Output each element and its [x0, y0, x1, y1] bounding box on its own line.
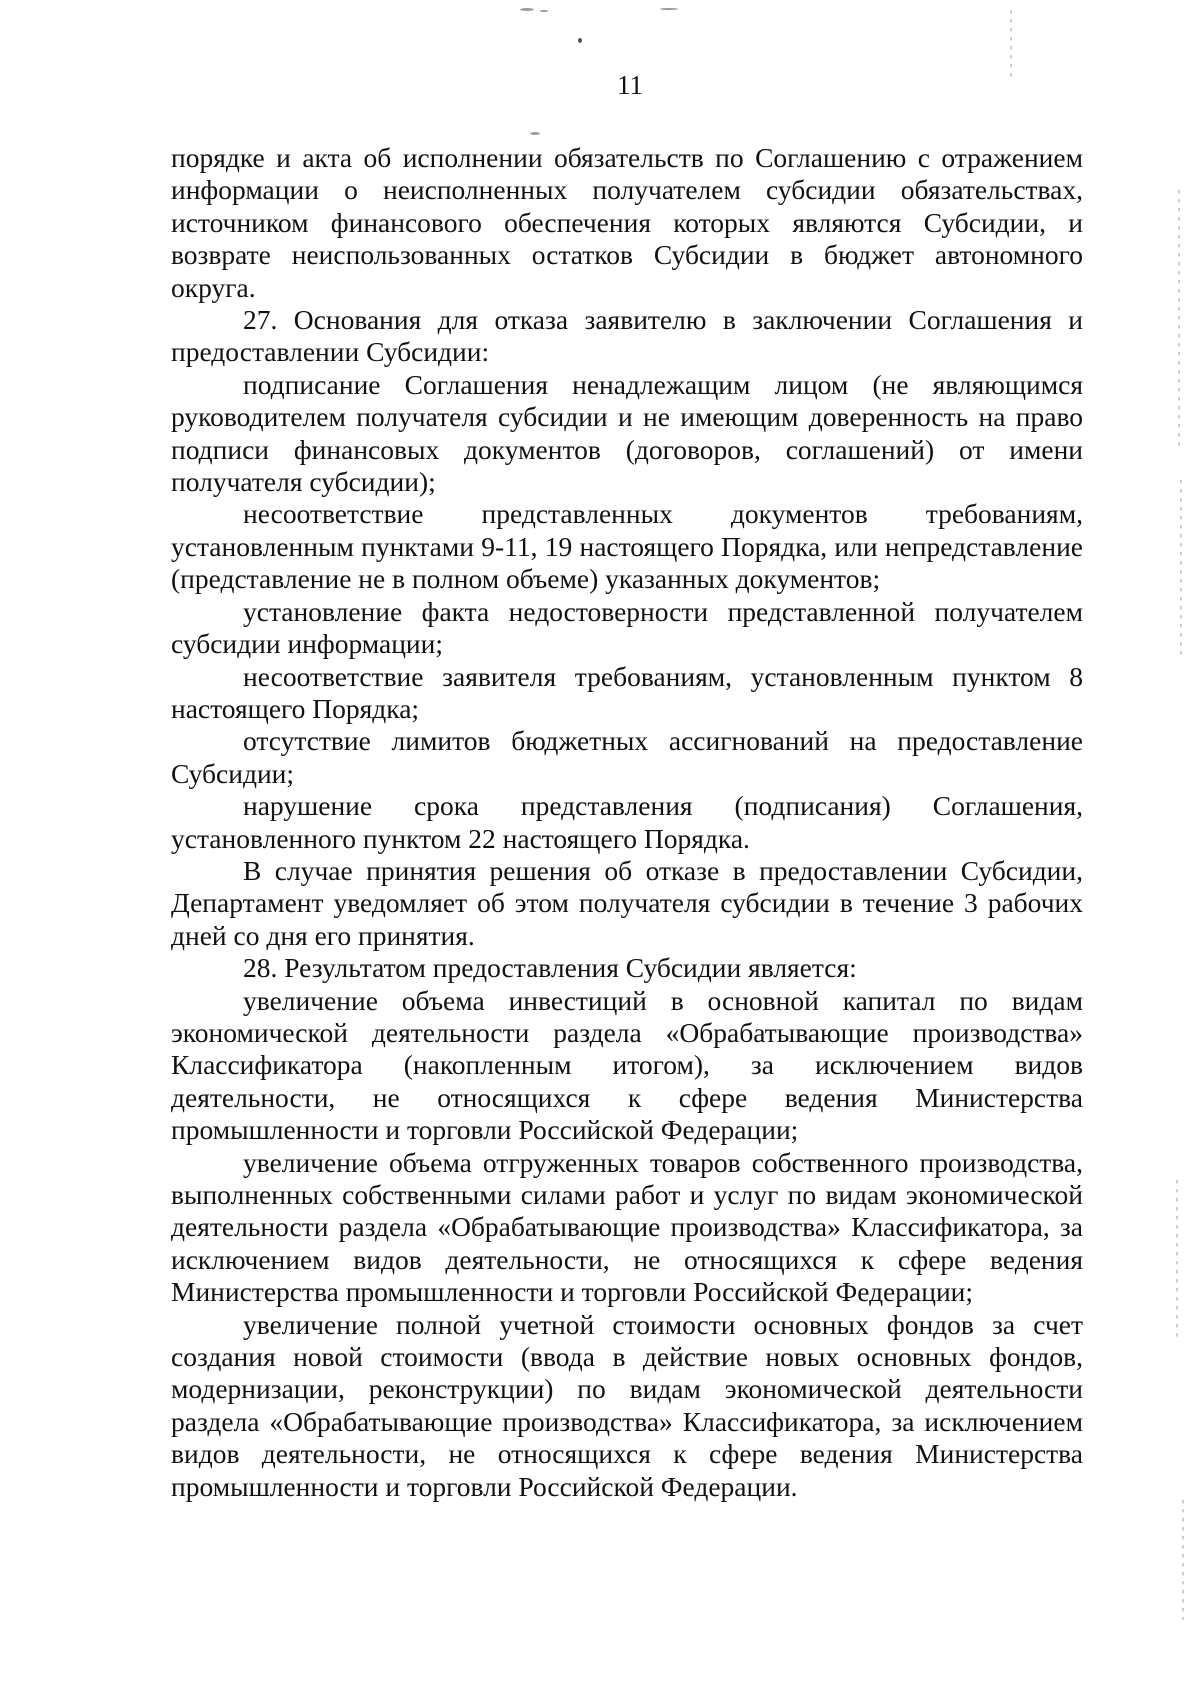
scan-noise-column [1178, 190, 1180, 450]
paragraph: порядке и акта об исполнении обязательств по Соглашению с отражением информации о неисполненных получателем субсидии обязательствах, источником финансового обеспечения которых являются Субсидии, и возврате неиспользованных остатков Субсидии в бюджет автономного округа. [171, 142, 1083, 303]
paragraph: увеличение объема инвестиций в основной капитал по видам экономической деятельности раздела «Обрабатывающие производства» Классификатора (накопленным итогом), за исключением видов деятельности, не относящихся к сфере ведения Министерства промышленности и торговли Российской Федерации; [171, 984, 1083, 1146]
paragraph: несоответствие заявителя требованиям, установленным пунктом 8 настоящего Порядка; [171, 660, 1083, 724]
scan-speck [530, 132, 540, 135]
paragraph: установление факта недостоверности представленной получателем субсидии информации; [171, 595, 1083, 660]
paragraph: отсутствие лимитов бюджетных ассигнований на предоставление Субсидии; [171, 725, 1083, 789]
body-text [171, 142, 1083, 1503]
paragraph: 28. Результатом предоставления Субсидии является: [243, 952, 857, 984]
scan-speck [540, 10, 548, 12]
paragraph: увеличение полной учетной стоимости основных фондов за счет создания новой стоимости (ввода в действие новых основных фондов, модернизации, реконструкции) по видам экономической деятельности раздела «Обрабатывающие производства» Классификатора, за исключением видов деятельности, не относящихся к сфере ведения Министерства промышленности и торговли Российской Федерации. [171, 1308, 1083, 1502]
paragraph: увеличение объема отгруженных товаров собственного производства, выполненных собственными силами работ и услуг по видам экономической деятельности раздела «Обрабатывающие производства» Классификатора, за исключением видов деятельности, не относящихся к сфере ведения Министерства промышленности и торговли Российской Федерации; [171, 1146, 1083, 1308]
paragraph: В случае принятия решения об отказе в предоставлении Субсидии, Департамент уведомляет об этом получателя субсидии в течение 3 рабочих дней со дня его принятия. [171, 854, 1083, 951]
scan-noise-column [1182, 1500, 1184, 1620]
scan-speck [520, 8, 534, 11]
scan-noise-column [1176, 1180, 1178, 1340]
scan-speck [660, 8, 678, 10]
page-number: 11 [617, 70, 643, 100]
paragraph: нарушение срока представления (подписания) Соглашения, установленного пунктом 22 настоящего Порядка. [171, 790, 1083, 854]
scan-noise-column [1180, 480, 1182, 660]
scan-speck [578, 38, 582, 43]
paragraph: несоответствие представленных документов требованиям, установленным пунктами 9-11, 19 настоящего Порядка, или непредставление (представление не в полном объеме) указанных документов; [171, 498, 1083, 595]
paragraph: 27. Основания для отказа заявителю в заключении Соглашения и предоставлении Субсидии: [171, 304, 1083, 368]
paragraph: подписание Соглашения ненадлежащим лицом (не являющимся руководителем получателя субсидии и не имеющим доверенность на право подписи финансовых документов (договоров, соглашений) от имени получателя субсидии); [171, 368, 1083, 498]
